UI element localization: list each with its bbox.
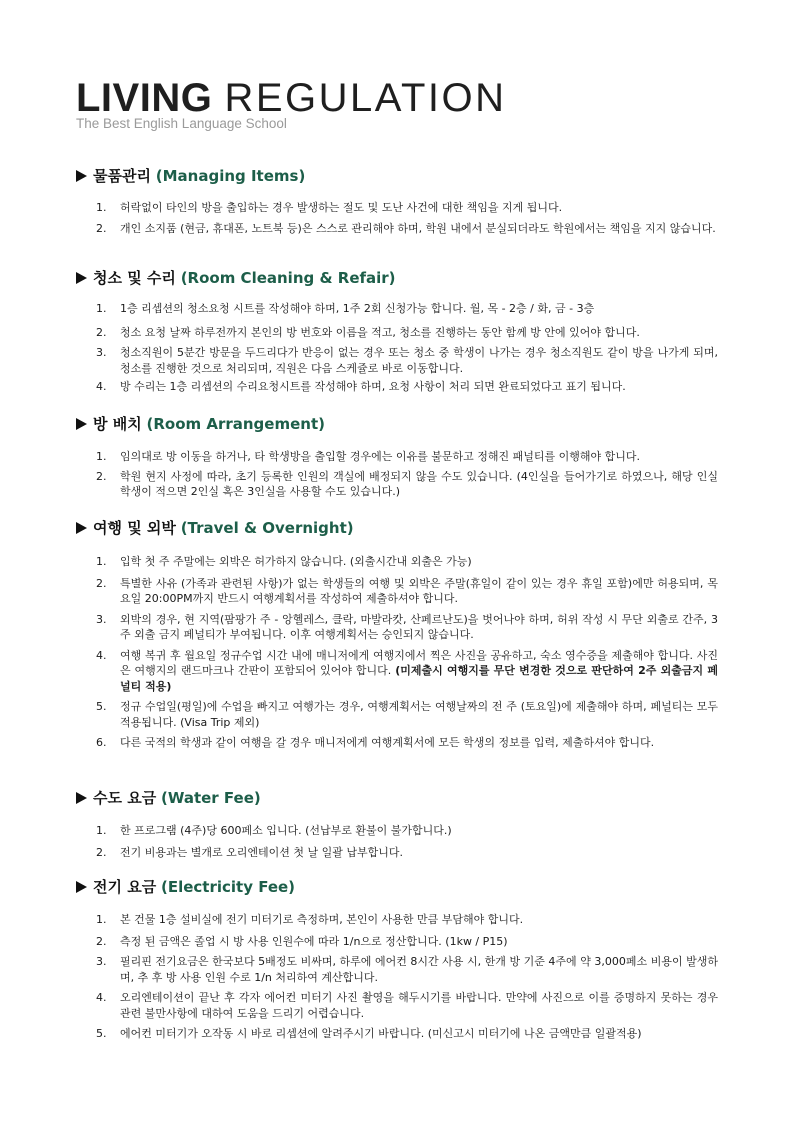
section-heading-travel-overnight — [76, 518, 354, 538]
play-triangle-icon — [76, 170, 87, 182]
list-item — [96, 612, 718, 643]
item-number: 3. — [96, 612, 107, 626]
list-item — [96, 554, 718, 570]
play-triangle-icon — [76, 792, 87, 804]
section-heading-managing-items — [76, 166, 305, 186]
list-item — [96, 735, 718, 751]
section-title-ko: 방 배치 — [93, 415, 142, 433]
item-text: 정규 수업일(평일)에 수업을 빠지고 여행가는 경우, 여행계획서는 여행날짜의 전 주 (토요일)에 제출해야 하며, 페널티는 모두 적용됩니다. (Visa Trip 제외) — [120, 700, 718, 729]
list-item — [96, 379, 718, 395]
section-title-en: (Room Arrangement) — [146, 415, 325, 433]
list-water-fee — [96, 823, 718, 860]
item-number: 4. — [96, 380, 107, 393]
item-number: 2. — [96, 469, 107, 483]
section-title-en: (Electricity Fee) — [160, 878, 296, 896]
title-light: REGULATION — [224, 76, 507, 120]
item-text: 에어컨 미터기가 오작동 시 바로 리셉션에 알려주시기 바랍니다. (미신고시 미터기에 나온 금액만큼 일괄적용) — [120, 1027, 642, 1040]
item-text: 입학 첫 주 주말에는 외박은 허가하지 않습니다. (외출시간내 외출은 가능) — [120, 555, 472, 568]
item-text: 본 건물 1층 설비실에 전기 미터기로 측정하며, 본인이 사용한 만큼 부담해야 합니다. — [120, 913, 524, 926]
item-text: 필리핀 전기요금은 한국보다 5배정도 비싸며, 하루에 에어컨 8시간 사용 시, 한개 방 기준 4주에 약 3,000페소 비용이 발생하며, 추 후 방 사용 인원 수로 1/n 처리하여 계산합니다. — [120, 955, 718, 984]
section-title-en: (Managing Items) — [155, 167, 306, 185]
item-text: 방 수리는 1층 리셉션의 수리요청시트를 작성해야 하며, 요청 사항이 처리 되면 완료되었다고 표기 됩니다. — [120, 380, 626, 393]
list-room-cleaning — [96, 301, 718, 395]
section-title-en: (Room Cleaning & Refair) — [180, 269, 396, 287]
list-item — [96, 990, 718, 1021]
item-text: 여행 복귀 후 월요일 정규수업 시간 내에 매니저에게 여행지에서 찍은 사진을 공유하고, 숙소 영수증을 제출해야 합니다. 사진은 여행지의 랜드마크나 간판이 포함되어 있어야 합니다. — [120, 648, 718, 677]
item-number: 1. — [96, 201, 107, 214]
item-text: 외박의 경우, 현 지역(팜팡가 주 - 앙헬레스, 클락, 마발라캇, 산페르난도)을 벗어나야 하며, 허위 작성 시 무단 외출로 간주, 3주 외출 금지 페널티가 부여됩니다. 이후 여행계획서는 승인되지 않습니다. — [120, 612, 718, 641]
item-text: 학원 현지 사정에 따라, 초기 등록한 인원의 객실에 배정되지 않을 수도 있습니다. (4인실을 들어가기로 하였으나, 해당 인실 학생이 적으면 2인실 혹은 3인실을 사용할 수도 있습니다.) — [120, 469, 718, 498]
list-item — [96, 954, 718, 985]
list-item — [96, 934, 718, 950]
item-text: 특별한 사유 (가족과 관련된 사항)가 없는 학생들의 여행 및 외박은 주말(휴일이 같이 있는 경우 휴일 포함)에만 허용되며, 목요일 20:00PM까지 반드시 여행계획서를 작성하여 제출하셔야 합니다. — [120, 576, 718, 605]
list-item — [96, 845, 718, 861]
list-item — [96, 823, 718, 839]
list-item — [96, 1026, 718, 1042]
item-text: 청소직원이 5분간 방문을 두드리다가 반응이 없는 경우 또는 청소 중 학생이 나가는 경우 청소직원도 같이 방을 나가게 되며, 청소를 진행한 것으로 처리되며, 직원은 다음 스케쥴로 바로 이동합니다. — [120, 346, 718, 375]
list-item — [96, 325, 718, 341]
list-item — [96, 345, 718, 376]
section-title-ko: 청소 및 수리 — [93, 269, 176, 287]
item-text: 개인 소지품 (현금, 휴대폰, 노트북 등)은 스스로 관리해야 하며, 학원 내에서 분실되더라도 학원에서는 책임을 지지 않습니다. — [120, 221, 716, 235]
page-subtitle: The Best English Language School — [76, 116, 287, 131]
list-item — [96, 648, 718, 695]
list-item — [96, 301, 718, 317]
item-text: 허락없이 타인의 방을 출입하는 경우 발생하는 절도 및 도난 사건에 대한 책임을 지게 됩니다. — [120, 201, 563, 214]
item-number: 3. — [96, 955, 107, 968]
item-number: 1. — [96, 450, 107, 463]
item-text: 임의대로 방 이동을 하거나, 타 학생방을 출입할 경우에는 이유를 불문하고 정해진 패널티를 이행해야 합니다. — [120, 450, 640, 463]
item-number: 1. — [96, 302, 107, 315]
list-item — [96, 576, 718, 607]
item-number: 5. — [96, 1027, 107, 1040]
item-number: 6. — [96, 736, 107, 749]
list-travel-overnight — [96, 554, 718, 751]
list-managing-items — [96, 200, 718, 236]
section-title-ko: 전기 요금 — [93, 878, 157, 896]
item-text: 청소 요청 날짜 하루전까지 본인의 방 번호와 이름을 적고, 청소를 진행하는 동안 함께 방 안에 있어야 합니다. — [120, 325, 640, 339]
item-text: 오리엔테이션이 끝난 후 각자 에어컨 미터기 사진 촬영을 해두시기를 바랍니다. 만약에 사진으로 이를 증명하지 못하는 경우 관련 불만사항에 대하여 도움을 드리기 어렵습니다. — [120, 991, 718, 1020]
item-text: 전기 비용과는 별개로 오리엔테이션 첫 날 일괄 납부합니다. — [120, 845, 403, 859]
list-item — [96, 699, 718, 730]
play-triangle-icon — [76, 522, 87, 534]
section-heading-water-fee — [76, 788, 261, 808]
item-text: 1층 리셉션의 청소요청 시트를 작성해야 하며, 1주 2회 신청가능 합니다. 월, 목 - 2층 / 화, 금 - 3층 — [120, 302, 595, 315]
section-title-ko: 물품관리 — [93, 167, 151, 185]
list-item — [96, 469, 718, 500]
item-number: 3. — [96, 346, 107, 359]
item-number: 2. — [96, 576, 107, 590]
item-number: 1. — [96, 824, 107, 837]
list-room-arrangement — [96, 449, 718, 500]
section-heading-room-cleaning — [76, 268, 396, 288]
list-item — [96, 912, 718, 928]
play-triangle-icon — [76, 881, 87, 893]
item-text: 측정 된 금액은 졸업 시 방 사용 인원수에 따라 1/n으로 정산합니다. (1kw / P15) — [120, 934, 508, 948]
section-heading-room-arrangement — [76, 414, 325, 434]
section-heading-electricity-fee — [76, 877, 295, 897]
item-text: 한 프로그램 (4주)당 600페소 입니다. (선납부로 환불이 불가합니다.) — [120, 824, 452, 837]
item-number: 5. — [96, 700, 107, 713]
item-number: 4. — [96, 648, 107, 662]
section-title-ko: 수도 요금 — [93, 789, 157, 807]
play-triangle-icon — [76, 418, 87, 430]
section-title-en: (Travel & Overnight) — [180, 519, 354, 537]
item-number: 1. — [96, 555, 107, 568]
item-number: 1. — [96, 913, 107, 926]
item-text-bold: (미제출시 여행지를 무단 변경한 것으로 판단하여 2주 외출금지 페널티 적용) — [120, 664, 718, 693]
item-number: 2. — [96, 221, 107, 235]
list-item — [96, 449, 718, 465]
item-number: 2. — [96, 934, 107, 948]
page-title — [76, 76, 507, 120]
item-number: 2. — [96, 845, 107, 859]
list-item — [96, 221, 718, 237]
item-number: 4. — [96, 991, 107, 1004]
title-bold: LIVING — [76, 76, 213, 120]
list-item — [96, 200, 718, 216]
list-electricity-fee — [96, 912, 718, 1042]
section-title-ko: 여행 및 외박 — [93, 519, 176, 537]
play-triangle-icon — [76, 272, 87, 284]
item-number: 2. — [96, 325, 107, 339]
item-text: 다른 국적의 학생과 같이 여행을 갈 경우 매니저에게 여행계획서에 모든 학생의 정보를 입력, 제출하셔야 합니다. — [120, 736, 655, 749]
section-title-en: (Water Fee) — [160, 789, 261, 807]
